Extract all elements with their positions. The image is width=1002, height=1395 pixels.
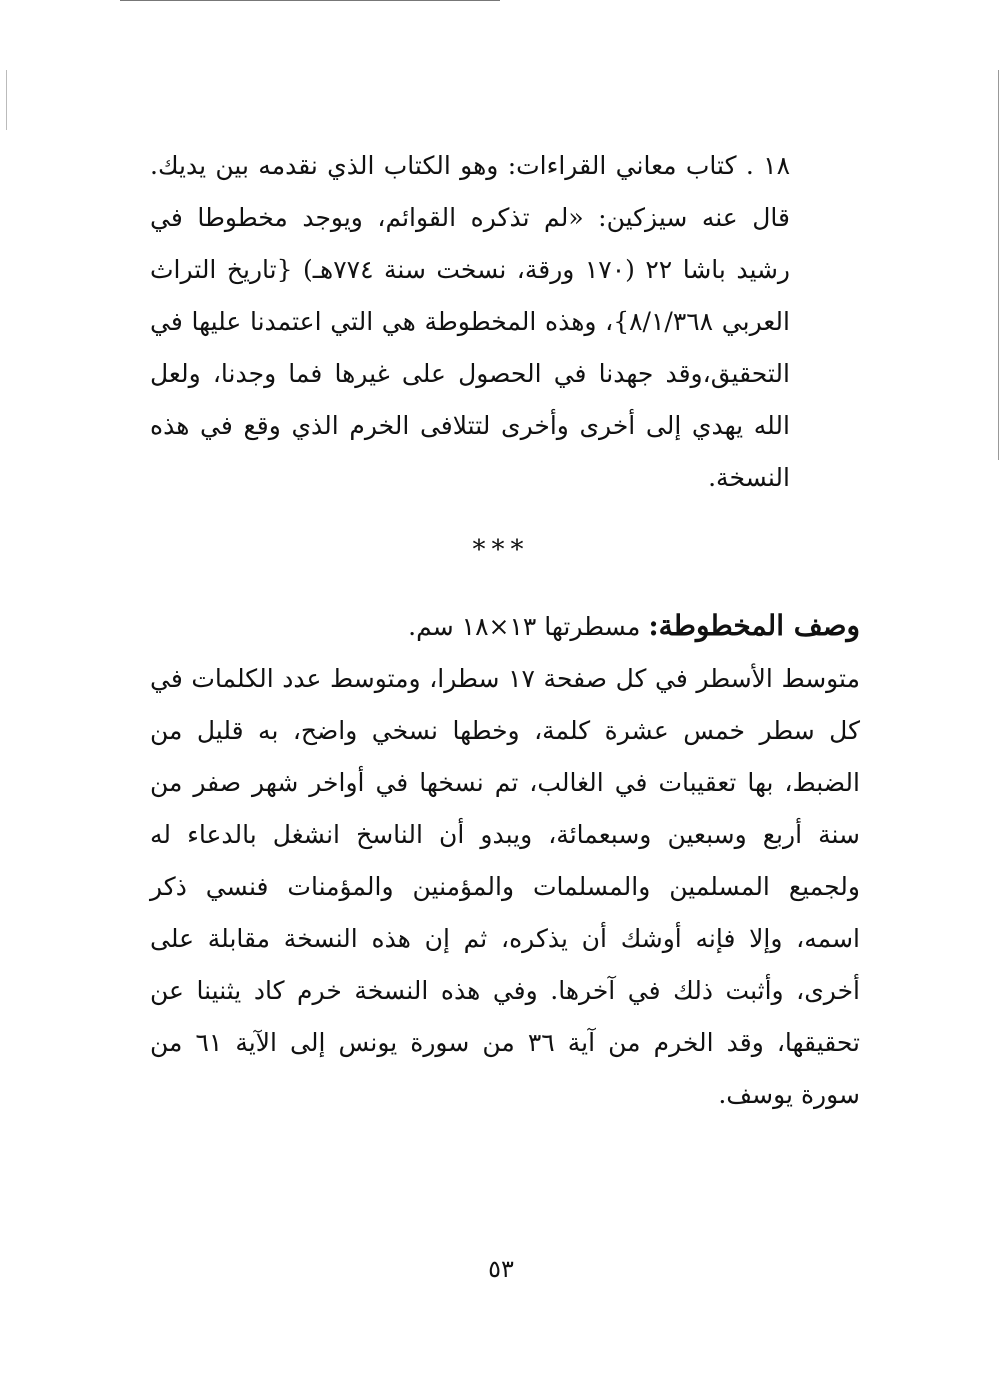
description-heading-line xyxy=(150,600,860,653)
scan-edge-right xyxy=(998,70,999,460)
bibliography-entry xyxy=(150,140,790,504)
scan-edge-left xyxy=(6,70,7,130)
entry-number: ١٨ . xyxy=(745,151,790,180)
description-body: متوسط الأسطر في كل صفحة ١٧ سطرا، ومتوسط عدد الكلمات في كل سطر خمس عشرة كلمة، وخطها نسخي واضح، به قليل من الضبط، بها تعقيبات في الغالب، تم نسخها في أواخر شهر صفر من سنة أربع وسبعين وسبعمائة، ويبدو أن الناسخ انشغل بالدعاء له ولجميع المسلمين والمسلمات والمؤمنين والمؤمنات فنسي ذكر اسمه، وإلا فإنه أوشك أن يذكره، ثم إن هذه النسخة مقابلة على أخرى، وأثبت ذلك في آخرها. وفي هذه النسخة خرم كاد يثنينا عن تحقيقها، وقد الخرم من آية ٣٦ من سورة يونس إلى الآية ٦١ من سورة يوسف. xyxy=(150,664,860,1109)
manuscript-description xyxy=(150,600,860,1121)
section-title-rest: مسطرتها ١٣×١٨ سم. xyxy=(408,612,649,641)
section-title: وصف المخطوطة: xyxy=(648,609,860,642)
entry-text: كتاب معاني القراءات: وهو الكتاب الذي نقدمه بين يديك. قال عنه سيزكين: «لم تذكره القوائم، ويوجد مخطوطا في رشيد باشا ٢٢ (١٧٠ ورقة، نسخت سنة ٧٧٤هـ) {تاريخ التراث العربي ٨/١/٣٦٨}، وهذه المخطوطة هي التي اعتمدنا عليها في التحقيق،وقد جهدنا في الحصول على غيرها فما وجدنا، ولعل الله يهدي إلى أخرى وأخرى لتتلافى الخرم الذي وقع في هذه النسخة. xyxy=(150,151,791,492)
top-rule xyxy=(120,0,500,3)
page-number: ٥٣ xyxy=(488,1255,514,1283)
entry-paragraph xyxy=(150,140,790,504)
section-separator: *** xyxy=(472,535,530,565)
